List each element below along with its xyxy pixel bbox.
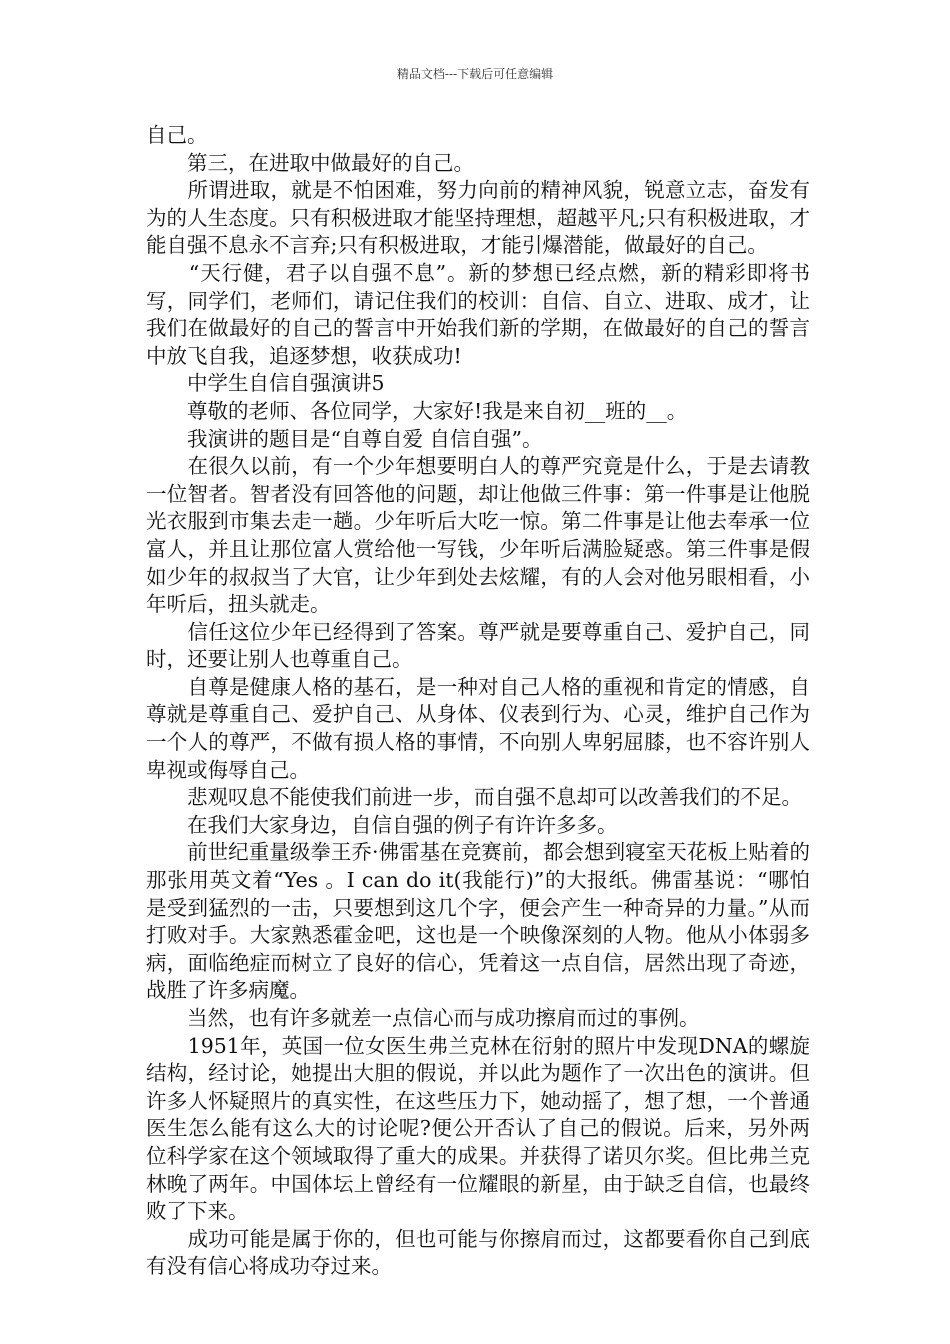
paragraph: 1951年，英国一位女医生弗兰克林在衍射的照片中发现DNA的螺旋结构，经讨论，她提出大胆的假说，并以此为题作了一次出色的演讲。但许多人怀疑照片的真实性，在这些压力下，她动摇了，想了想，一个普通医生怎么能有这么大的讨论呢?便公开否认了自己的假说。后来，另外两位科学家在这个领域取得了重大的成果。并获得了诺贝尔奖。但比弗兰克林晚了两年。中国体坛上曾经有一位耀眼的新星，由于缺乏自信，也最终败了下来。 xyxy=(146,1033,810,1224)
paragraph: 成功可能是属于你的，但也可能与你擦肩而过，这都要看你自己到底有没有信心将成功夺过来。 xyxy=(146,1226,810,1279)
page-header: 精品文档---下载后可任意编辑 xyxy=(396,67,554,81)
paragraph: 自己。 xyxy=(146,123,208,147)
paragraph: 所谓进取，就是不怕困难，努力向前的精神风貌，锐意立志，奋发有为的人生态度。只有积极进取才能坚持理想，超越平凡;只有积极进取，才能自强不息永不言弃;只有积极进取，才能引爆潜能，做最好的自己。 xyxy=(146,178,810,258)
paragraph: 当然，也有许多就差一点信心而与成功擦肩而过的事例。 xyxy=(146,1006,700,1030)
section-heading: 第三，在进取中做最好的自己。 xyxy=(146,150,474,175)
speech-title: 中学生自信自强演讲5 xyxy=(146,371,385,396)
paragraph: 在我们大家身边，自信自强的例子有许许多多。 xyxy=(146,812,618,837)
paragraph: 信任这位少年已经得到了答案。尊严就是要尊重自己、爱护自己，同时，还要让别人也尊重自己。 xyxy=(146,619,810,672)
document-body xyxy=(146,122,810,1281)
greeting: 尊敬的老师、各位同学，大家好!我是来自初__班的__。 xyxy=(146,398,688,423)
paragraph: 悲观叹息不能使我们前进一步，而自强不息却可以改善我们的不足。 xyxy=(146,785,802,810)
paragraph: 自尊是健康人格的基石，是一种对自己人格的重视和肯定的情感，自尊就是尊重自己、爱护自己、从身体、仪表到行为、心灵，维护自己作为一个人的尊严，不做有损人格的事情，不向别人卑躬屈膝，也不容许别人卑视或侮辱自己。 xyxy=(146,674,810,782)
paragraph: 在很久以前，有一个少年想要明白人的尊严究竟是什么，于是去请教一位智者。智者没有回答他的问题，却让他做三件事：第一件事是让他脱光衣服到市集去走一趟。少年听后大吃一惊。第二件事是让他去奉承一位富人，并且让那位富人赏给他一写钱，少年听后满脸疑惑。第三件事是假如少年的叔叔当了大官，让少年到处去炫耀，有的人会对他另眼相看，小年听后，扭头就走。 xyxy=(146,454,810,617)
speech-topic: 我演讲的题目是“自尊自爱 自信自强”。 xyxy=(146,426,543,451)
paragraph: “天行健，君子以自强不息”。新的梦想已经点燃，新的精彩即将书写，同学们，老师们，请记住我们的校训：自信、自立、进取、成才，让我们在做最好的自己的誓言中开始我们新的学期，在做最好的自己的誓言中放飞自我，追逐梦想，收获成功! xyxy=(146,260,810,368)
paragraph: 前世纪重量级拳王乔·佛雷基在竞赛前，都会想到寝室天花板上贴着的那张用英文着“Yes 。I can do it(我能行)”的大报纸。佛雷基说：“哪怕是受到猛烈的一击，只要想到这几个字，便会产生一种奇异的力量。”从而打败对手。大家熟悉霍金吧，这也是一个映像深刻的人物。他从小体弱多病，面临绝症而树立了良好的信心，凭着这一点自信，居然出现了奇迹，战胜了许多病魔。 xyxy=(146,840,810,1003)
